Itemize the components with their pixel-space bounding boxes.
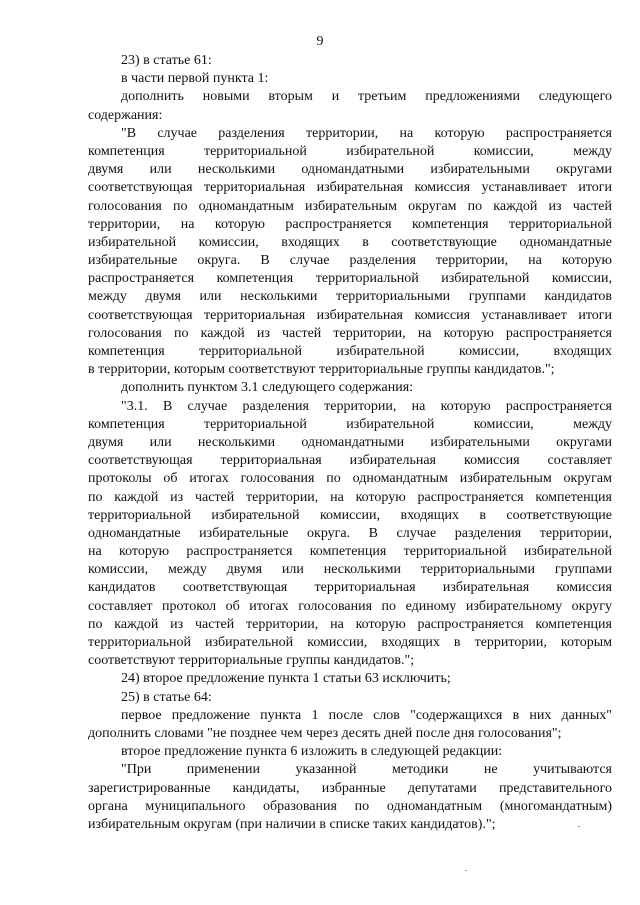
text-line: территориальной избирательной комиссии, входящих в соответствующие — [88, 507, 612, 523]
text-line: избирательным округам (при наличии в списке таких кандидатов)."; — [88, 816, 496, 832]
text-line: в территории, которым соответствуют территориальные группы кандидатов."; — [88, 362, 555, 378]
text-line: протоколы об итогах голосования по одномандатным избирательным округам — [88, 471, 612, 487]
scan-speck — [578, 826, 580, 827]
text-line: по каждой из частей территории, на которую распространяется компетенция — [88, 489, 612, 505]
scan-speck — [465, 870, 467, 871]
page-number: 9 — [316, 34, 324, 49]
text-line: избирательные округа. В случае разделения территории, на которую — [88, 253, 612, 269]
text-line: голосования по одномандатным избирательным округам по каждой из частей — [88, 198, 612, 214]
text-line: органа муниципального образования по одномандатным (многомандатным) — [88, 798, 612, 814]
text-line: кандидатов соответствующая территориальная избирательная комиссия — [88, 580, 612, 596]
text-line: в части первой пункта 1: — [121, 71, 269, 87]
text-line: избирательной комиссии, входящих в соответствующие одномандатные — [88, 234, 612, 250]
text-line: между двумя или несколькими территориальными группами кандидатов — [88, 289, 612, 305]
text-line: второе предложение пункта 6 изложить в следующей редакции: — [121, 744, 503, 760]
text-line: территориальной избирательной комиссии, входящих в территории, которым — [88, 635, 612, 650]
text-line: соответствуют территориальные группы кандидатов."; — [88, 653, 415, 669]
text-line: первое предложение пункта 1 после слов "содержащихся в них данных" — [121, 707, 612, 723]
text-line: соответствующая территориальная избирательная комиссия устанавливает итоги — [88, 307, 612, 323]
text-line: содержания: — [88, 107, 163, 123]
text-line: 24) второе предложение пункта 1 статьи 63 исключить; — [121, 671, 451, 687]
text-line: дополнить новыми вторым и третьим предложениями следующего — [121, 89, 612, 105]
text-line: дополнить словами "не позднее чем через десять дней после дня голосования"; — [88, 725, 562, 741]
text-line: голосования по каждой из частей территории, на которую распространяется — [88, 325, 612, 341]
text-line: комиссии, между двумя или несколькими территориальными группами — [88, 562, 612, 578]
text-line: двумя или несколькими одномандатными избирательными округами — [88, 162, 612, 178]
text-line: составляет протокол об итогах голосования по единому избирательному округу — [88, 598, 612, 614]
document-body — [88, 52, 612, 834]
text-line: на которую распространяется компетенция территориальной избирательной — [88, 544, 612, 560]
text-line: компетенция территориальной избирательной комиссии, между — [88, 416, 612, 432]
text-line: "При применении указанной методики не учитываются — [121, 762, 612, 778]
text-line: по каждой из частей территории, на которую распространяется компетенция — [88, 616, 612, 632]
text-line: дополнить пунктом 3.1 следующего содержания: — [121, 380, 414, 396]
text-line: соответствующая территориальная избирательная комиссия устанавливает итоги — [88, 180, 612, 196]
text-line: "3.1. В случае разделения территории, на которую распространяется — [121, 398, 612, 414]
text-line: соответствующая территориальная избирательная комиссия составляет — [88, 453, 612, 469]
text-line: компетенция территориальной избирательной комиссии, входящих — [88, 344, 612, 359]
text-line: двумя или несколькими одномандатными избирательными округами — [88, 434, 612, 450]
text-line: 25) в статье 64: — [121, 689, 212, 705]
text-line: "В случае разделения территории, на которую распространяется — [121, 125, 612, 141]
text-line: территории, на которую распространяется компетенция территориальной — [88, 216, 612, 232]
text-line: компетенция территориальной избирательной комиссии, между — [88, 143, 612, 159]
text-line: зарегистрированные кандидаты, избранные депутатами представительного — [88, 780, 612, 796]
text-line: 23) в статье 61: — [121, 53, 212, 68]
text-line: распространяется компетенция территориальной избирательной комиссии, — [88, 271, 612, 287]
text-line: одномандатные избирательные округа. В случае разделения территории, — [88, 525, 612, 541]
